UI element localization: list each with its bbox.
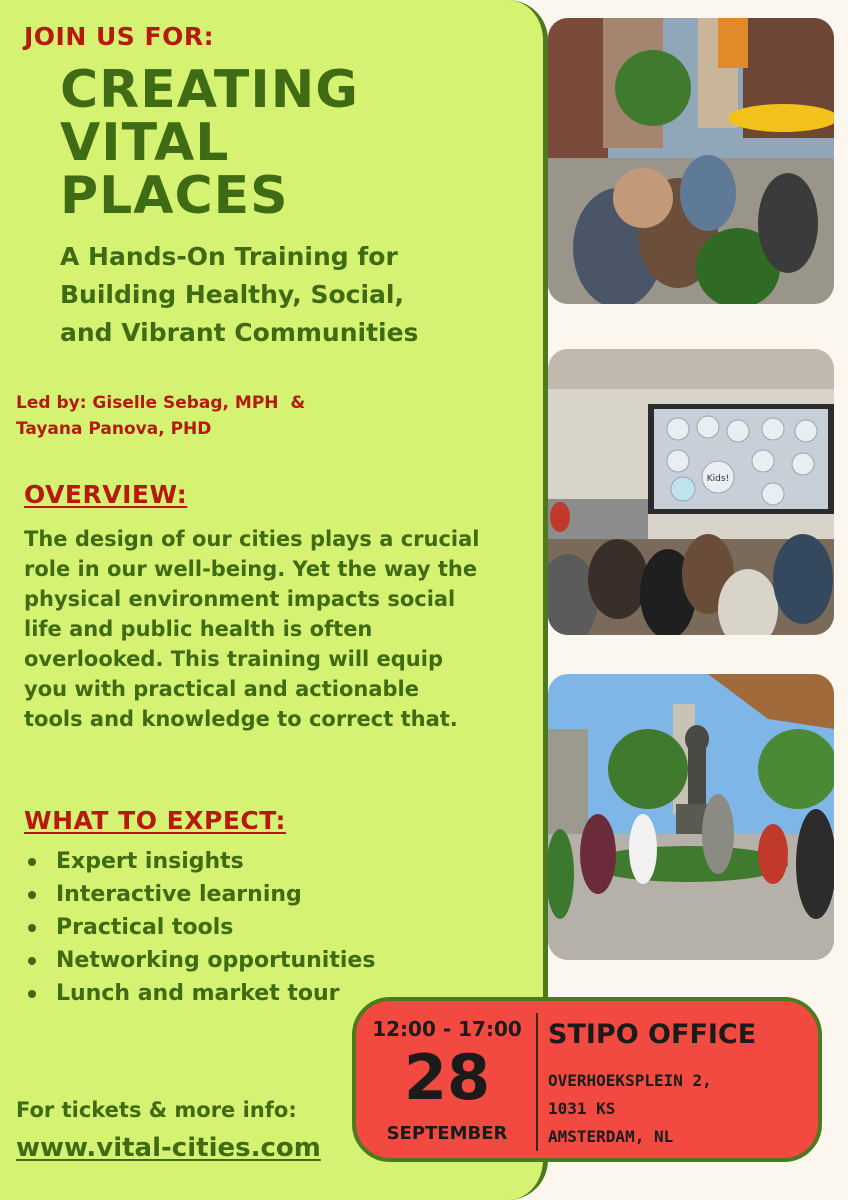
list-item-label: Lunch and market tour (56, 981, 340, 1006)
statue-plaza-photo (548, 674, 834, 960)
subtitle-line: Building Healthy, Social, (60, 280, 404, 309)
event-divider (536, 1013, 538, 1151)
bullet-icon (28, 957, 36, 965)
subtitle-line: and Vibrant Communities (60, 318, 419, 347)
subtitle-line: A Hands-On Training for (60, 242, 398, 271)
list-item (24, 845, 375, 878)
overview-line: The design of our cities plays a crucial (24, 527, 480, 551)
led-by-credit (16, 390, 305, 442)
venue-name: STIPO OFFICE (548, 1019, 757, 1050)
event-subtitle (60, 238, 530, 352)
presentation-photo (548, 349, 834, 635)
tickets-label: For tickets & more info: (16, 1098, 297, 1122)
led-by-line: Led by: Giselle Sebag, MPH & (16, 393, 306, 413)
address-line: OVERHOEKSPLEIN 2, (548, 1071, 712, 1090)
list-item (24, 911, 375, 944)
join-us-kicker: JOIN US FOR: (24, 22, 215, 51)
title-line: PLACES (60, 166, 289, 226)
list-item-label: Interactive learning (56, 882, 302, 907)
list-item-label: Networking opportunities (56, 948, 376, 973)
event-time: 12:00 - 17:00 (372, 1017, 522, 1041)
venue-address (548, 1067, 712, 1151)
expect-list (24, 845, 375, 1010)
street-plaza-photo (548, 18, 834, 304)
overview-line: physical environment impacts social (24, 587, 456, 611)
title-line: CREATING (60, 60, 359, 120)
list-item (24, 944, 375, 977)
address-line: 1031 KS (548, 1099, 616, 1118)
overview-line: role in our well-being. Yet the way the (24, 557, 478, 581)
list-item-label: Expert insights (56, 849, 244, 874)
overview-heading: OVERVIEW: (24, 480, 188, 509)
event-title (60, 60, 359, 226)
bullet-icon (28, 891, 36, 899)
overview-line: you with practical and actionable (24, 677, 419, 701)
event-day: 28 (403, 1041, 491, 1114)
what-to-expect-heading: WHAT TO EXPECT: (24, 806, 286, 835)
event-details-box (352, 997, 822, 1162)
overview-paragraph (24, 524, 524, 734)
event-month: SEPTEMBER (386, 1123, 508, 1144)
overview-line: life and public health is often (24, 617, 373, 641)
slide-label: Kids! (706, 474, 730, 484)
bullet-icon (28, 858, 36, 866)
bullet-icon (28, 990, 36, 998)
list-item (24, 878, 375, 911)
list-item-label: Practical tools (56, 915, 234, 940)
overview-line: tools and knowledge to correct that. (24, 707, 458, 731)
overview-line: overlooked. This training will equip (24, 647, 443, 671)
address-line: AMSTERDAM, NL (548, 1127, 674, 1146)
title-line: VITAL (60, 113, 230, 173)
website-link[interactable]: www.vital-cities.com (16, 1133, 321, 1163)
bullet-icon (28, 924, 36, 932)
list-item (24, 977, 375, 1010)
led-by-line: Tayana Panova, PHD (16, 419, 212, 439)
